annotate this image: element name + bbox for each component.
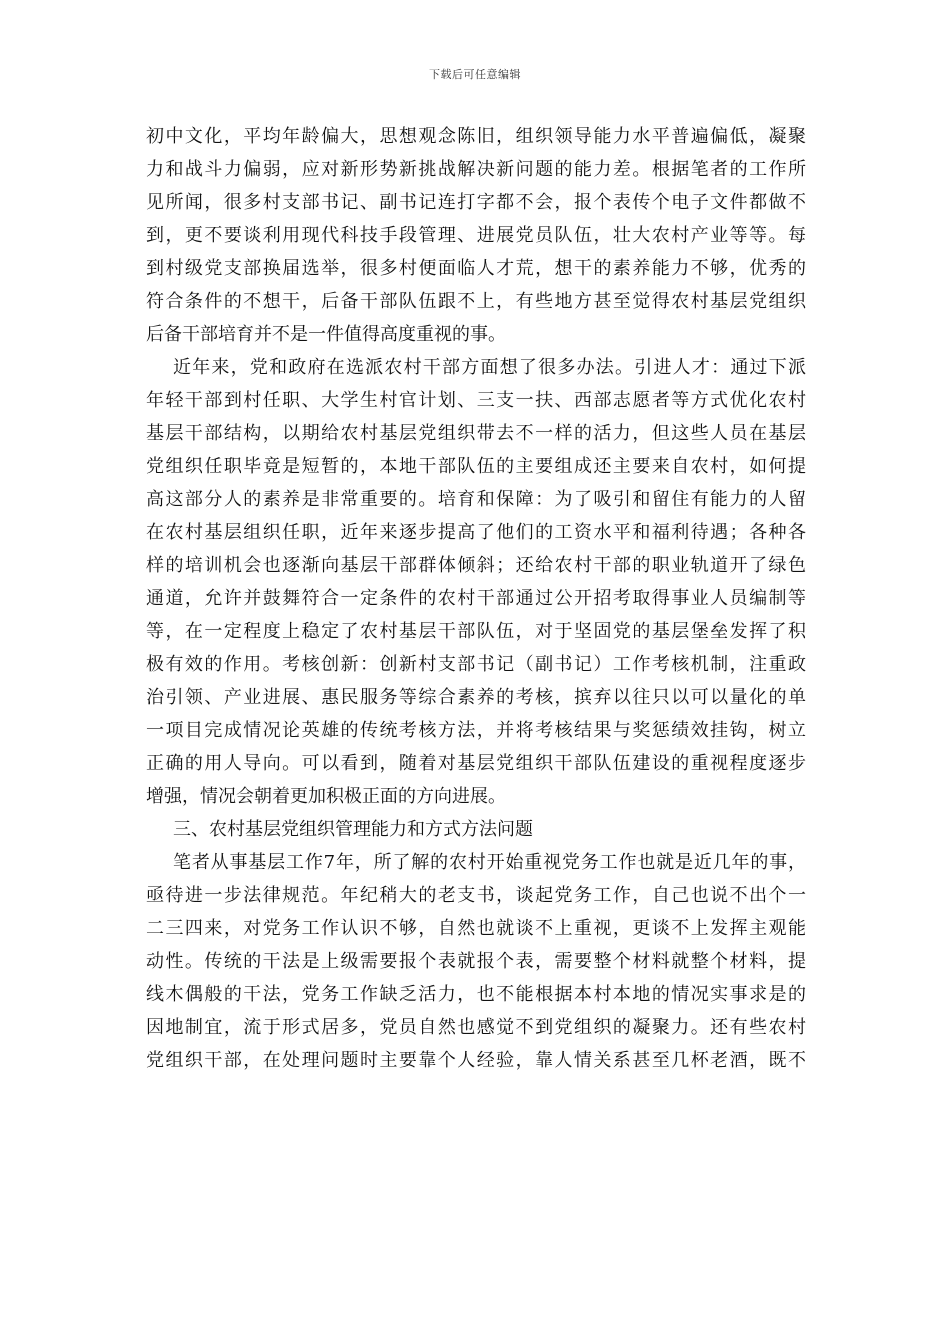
text-line: 笔者从事基层工作7年，所了解的农村开始重视党务工作也就是近几年的事，: [173, 852, 806, 873]
text-line: 见所闻，很多村支部书记、副书记连打字都不会，报个表传个电子文件都做不: [146, 192, 806, 213]
text-line: 年轻干部到村任职、大学生村官计划、三支一扶、西部志愿者等方式优化农村: [146, 390, 806, 411]
text-line: 通道，允许并鼓舞符合一定条件的农村干部通过公开招考取得事业人员编制等: [146, 588, 806, 609]
text-line: 二三四来，对党务工作认识不够，自然也就谈不上重视，更谈不上发挥主观能: [146, 918, 806, 939]
text-line: 党组织任职毕竟是短暂的，本地干部队伍的主要组成还主要来自农村，如何提: [146, 456, 806, 477]
text-line: 符合条件的不想干，后备干部队伍跟不上，有些地方甚至觉得农村基层党组织: [146, 291, 806, 312]
text-line: 样的培训机会也逐渐向基层干部群体倾斜；还给农村干部的职业轨道开了绿色: [146, 555, 806, 576]
text-line: 等，在一定程度上稳定了农村基层干部队伍，对于坚固党的基层堡垒发挥了积: [146, 621, 806, 642]
text-line: 动性。传统的干法是上级需要报个表就报个表，需要整个材料就整个材料，提: [146, 951, 806, 972]
text-line: 后备干部培育并不是一件值得高度重视的事。: [146, 324, 506, 345]
text-line: 到，更不要谈利用现代科技手段管理、进展党员队伍，壮大农村产业等等。每: [146, 225, 806, 246]
document-body: [146, 120, 806, 1077]
text-line: 正确的用人导向。可以看到，随着对基层党组织干部队伍建设的重视程度逐步: [146, 753, 806, 774]
text-line: 基层干部结构，以期给农村基层党组织带去不一样的活力，但这些人员在基层: [146, 423, 806, 444]
text-line: 高这部分人的素养是非常重要的。培育和保障：为了吸引和留住有能力的人留: [146, 489, 806, 510]
text-line: 极有效的作用。考核创新：创新村支部书记（副书记）工作考核机制，注重政: [146, 654, 806, 675]
text-line: 党组织干部，在处理问题时主要靠个人经验，靠人情关系甚至几杯老酒，既不: [146, 1050, 806, 1071]
text-line: 力和战斗力偏弱，应对新形势新挑战解决新问题的能力差。根据笔者的工作所: [146, 159, 806, 180]
text-line: 三、农村基层党组织管理能力和方式方法问题: [173, 819, 533, 840]
text-line: 因地制宜，流于形式居多，党员自然也感觉不到党组织的凝聚力。还有些农村: [146, 1017, 806, 1038]
text-line: 线木偶般的干法，党务工作缺乏活力，也不能根据本村本地的情况实事求是的: [146, 984, 806, 1005]
text-line: 到村级党支部换届选举，很多村便面临人才荒，想干的素养能力不够，优秀的: [146, 258, 806, 279]
text-line: 亟待进一步法律规范。年纪稍大的老支书，谈起党务工作，自己也说不出个一: [146, 885, 806, 906]
text-line: 一项目完成情况论英雄的传统考核方法，并将考核结果与奖惩绩效挂钩，树立: [146, 720, 806, 741]
page-header: 下载后可任意编辑: [429, 68, 521, 81]
text-line: 近年来，党和政府在选派农村干部方面想了很多办法。引进人才：通过下派: [173, 357, 806, 378]
text-line: 增强，情况会朝着更加积极正面的方向进展。: [146, 786, 506, 807]
text-line: 初中文化，平均年龄偏大，思想观念陈旧，组织领导能力水平普遍偏低，凝聚: [146, 126, 806, 147]
text-line: 治引领、产业进展、惠民服务等综合素养的考核，摈弃以往只以可以量化的单: [146, 687, 806, 708]
text-line: 在农村基层组织任职，近年来逐步提高了他们的工资水平和福利待遇；各种各: [146, 522, 806, 543]
